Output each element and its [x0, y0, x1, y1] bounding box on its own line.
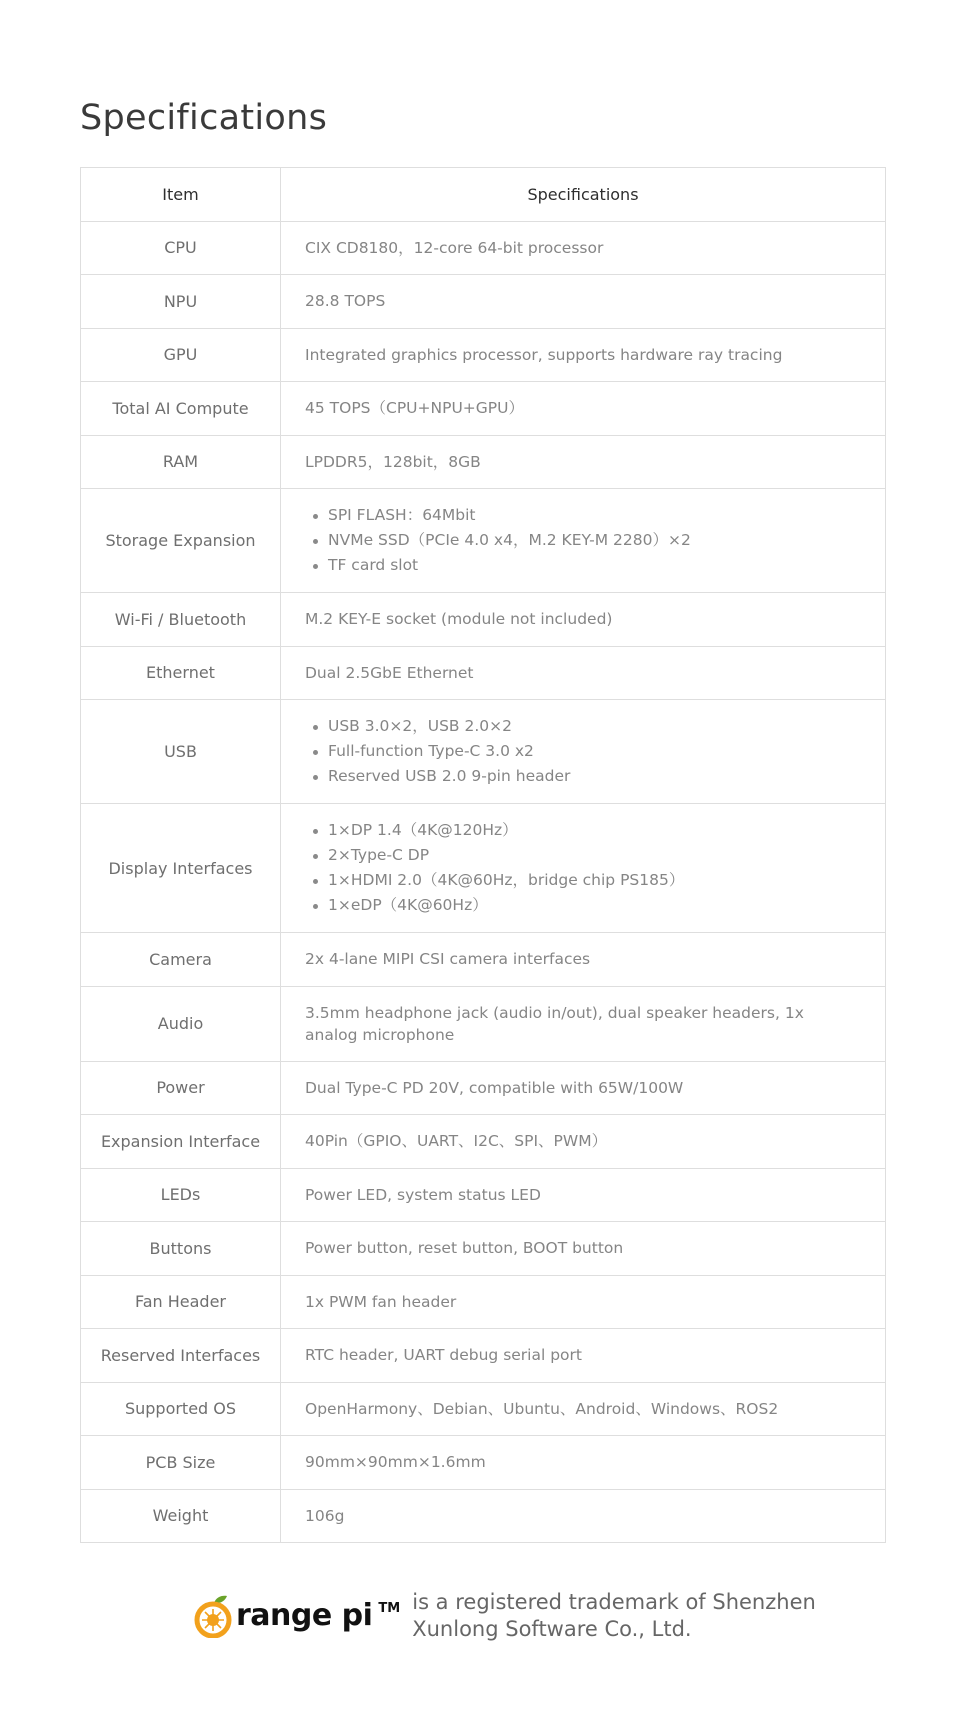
spec-value: Dual 2.5GbE Ethernet	[281, 646, 886, 700]
orange-fruit-icon	[194, 1594, 234, 1638]
spec-value: 2x 4-lane MIPI CSI camera interfaces	[281, 933, 886, 987]
spec-value: CIX CD8180，12-core 64-bit processor	[281, 221, 886, 275]
spec-value: 1x PWM fan header	[281, 1275, 886, 1329]
table-row	[81, 435, 886, 489]
spec-value: M.2 KEY-E socket (module not included)	[281, 593, 886, 647]
spec-item-label: Audio	[81, 986, 281, 1061]
table-row	[81, 933, 886, 987]
spec-value: 3.5mm headphone jack (audio in/out), dual speaker headers, 1x analog microphone	[281, 986, 886, 1061]
list-item: USB 3.0×2，USB 2.0×2	[313, 714, 861, 739]
spec-item-label: Power	[81, 1061, 281, 1115]
header-item: Item	[81, 168, 281, 222]
table-row	[81, 1329, 886, 1383]
spec-value-list	[305, 714, 861, 789]
list-item: 1×HDMI 2.0（4K@60Hz，bridge chip PS185）	[313, 868, 861, 893]
table-row	[81, 275, 886, 329]
spec-value: LPDDR5，128bit，8GB	[281, 435, 886, 489]
spec-item-label: LEDs	[81, 1168, 281, 1222]
table-row	[81, 1489, 886, 1543]
table-row	[81, 328, 886, 382]
logo-wordmark: range pi	[236, 1598, 373, 1633]
spec-item-label: Fan Header	[81, 1275, 281, 1329]
spec-item-label: Weight	[81, 1489, 281, 1543]
list-item: NVMe SSD（PCIe 4.0 x4，M.2 KEY-M 2280）×2	[313, 528, 861, 553]
table-row	[81, 1222, 886, 1276]
table-row	[81, 1275, 886, 1329]
spec-item-label: Storage Expansion	[81, 489, 281, 593]
spec-item-label: Display Interfaces	[81, 804, 281, 933]
spec-value: OpenHarmony、Debian、Ubuntu、Android、Windows、ROS2	[281, 1382, 886, 1436]
spec-item-label: Ethernet	[81, 646, 281, 700]
trademark-footer	[194, 1586, 816, 1646]
orange-pi-logo	[194, 1591, 400, 1641]
table-row	[81, 646, 886, 700]
list-item: 1×eDP（4K@60Hz）	[313, 893, 861, 918]
table-row	[81, 804, 886, 933]
spec-value-list	[305, 503, 861, 578]
table-row	[81, 1115, 886, 1169]
spec-table	[80, 167, 886, 1543]
spec-value: 28.8 TOPS	[281, 275, 886, 329]
spec-value: 90mm×90mm×1.6mm	[281, 1436, 886, 1490]
table-header-row	[81, 168, 886, 222]
list-item: 1×DP 1.4（4K@120Hz）	[313, 818, 861, 843]
table-row	[81, 1061, 886, 1115]
spec-value: Power button, reset button, BOOT button	[281, 1222, 886, 1276]
spec-item-label: Wi-Fi / Bluetooth	[81, 593, 281, 647]
spec-table-body	[81, 221, 886, 1543]
header-specifications: Specifications	[281, 168, 886, 222]
table-row	[81, 382, 886, 436]
table-row	[81, 1168, 886, 1222]
spec-item-label: PCB Size	[81, 1436, 281, 1490]
spec-item-label: NPU	[81, 275, 281, 329]
spec-item-label: Expansion Interface	[81, 1115, 281, 1169]
spec-value	[281, 489, 886, 593]
trademark-line-1: is a registered trademark of Shenzhen	[412, 1590, 816, 1614]
trademark-line-2: Xunlong Software Co., Ltd.	[412, 1617, 692, 1641]
spec-item-label: Reserved Interfaces	[81, 1329, 281, 1383]
spec-item-label: Buttons	[81, 1222, 281, 1276]
logo-tm-mark: TM	[378, 1601, 401, 1616]
spec-value: 40Pin（GPIO、UART、I2C、SPI、PWM）	[281, 1115, 886, 1169]
table-row	[81, 1382, 886, 1436]
table-row	[81, 221, 886, 275]
spec-value: 106g	[281, 1489, 886, 1543]
spec-value: Integrated graphics processor, supports hardware ray tracing	[281, 328, 886, 382]
list-item: Full-function Type-C 3.0 x2	[313, 739, 861, 764]
list-item: 2×Type-C DP	[313, 843, 861, 868]
spec-item-label: CPU	[81, 221, 281, 275]
spec-value-list	[305, 818, 861, 918]
spec-value: 45 TOPS（CPU+NPU+GPU）	[281, 382, 886, 436]
table-row	[81, 593, 886, 647]
list-item: Reserved USB 2.0 9-pin header	[313, 764, 861, 789]
list-item: SPI FLASH：64Mbit	[313, 503, 861, 528]
spec-item-label: RAM	[81, 435, 281, 489]
spec-item-label: Total AI Compute	[81, 382, 281, 436]
table-row	[81, 489, 886, 593]
table-row	[81, 986, 886, 1061]
table-row	[81, 700, 886, 804]
spec-item-label: Supported OS	[81, 1382, 281, 1436]
list-item: TF card slot	[313, 553, 861, 578]
page-title: Specifications	[80, 98, 328, 138]
spec-value: RTC header, UART debug serial port	[281, 1329, 886, 1383]
spec-value: Power LED, system status LED	[281, 1168, 886, 1222]
spec-value: Dual Type-C PD 20V, compatible with 65W/100W	[281, 1061, 886, 1115]
spec-item-label: GPU	[81, 328, 281, 382]
spec-item-label: Camera	[81, 933, 281, 987]
spec-value	[281, 804, 886, 933]
spec-value	[281, 700, 886, 804]
table-row	[81, 1436, 886, 1490]
spec-item-label: USB	[81, 700, 281, 804]
trademark-text	[412, 1589, 816, 1643]
